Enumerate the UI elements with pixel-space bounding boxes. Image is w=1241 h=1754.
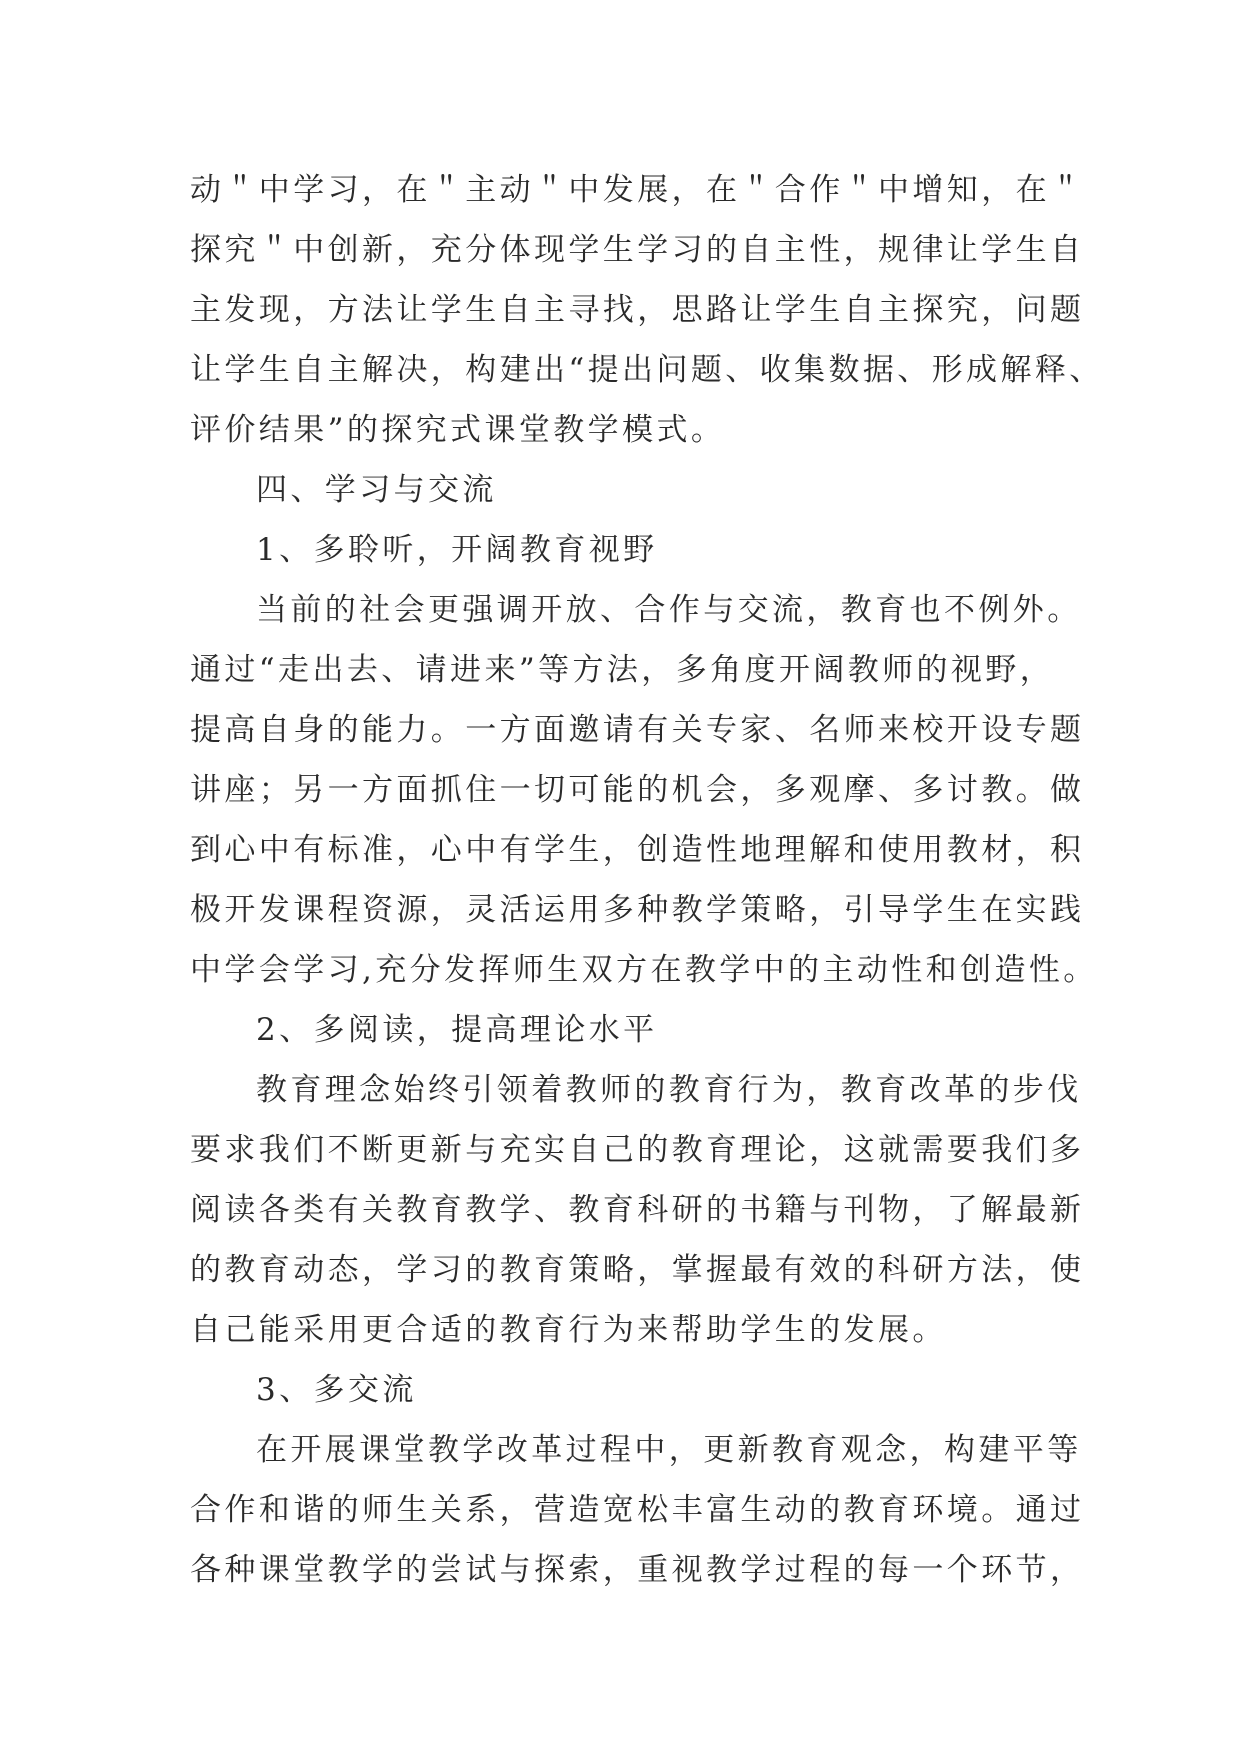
body-line: 通过“走出去、请进来”等方法，多角度开阔教师的视野，	[190, 652, 1055, 688]
body-line: 提高自身的能力。一方面邀请有关专家、名师来校开设专题	[190, 712, 1085, 748]
body-line: 动＂中学习，在＂主动＂中发展，在＂合作＂中增知，在＂	[190, 172, 1085, 208]
body-line: 探究＂中创新，充分体现学生学习的自主性，规律让学生自	[190, 232, 1085, 268]
subsection-heading: 1、多聆听，开阔教育视野	[256, 532, 658, 568]
body-line: 的教育动态，学习的教育策略，掌握最有效的科研方法，使	[190, 1252, 1085, 1288]
body-line: 中学会学习,充分发挥师生双方在教学中的主动性和创造性。	[190, 952, 1098, 988]
body-line: 讲座；另一方面抓住一切可能的机会，多观摩、多讨教。做	[190, 772, 1085, 808]
body-line: 极开发课程资源，灵活运用多种教学策略，引导学生在实践	[190, 892, 1085, 928]
body-line: 阅读各类有关教育教学、教育科研的书籍与刊物，了解最新	[190, 1192, 1085, 1228]
subsection-heading: 2、多阅读，提高理论水平	[256, 1012, 658, 1048]
body-line: 要求我们不断更新与充实自己的教育理论，这就需要我们多	[190, 1132, 1085, 1168]
body-line: 合作和谐的师生关系，营造宽松丰富生动的教育环境。通过	[190, 1492, 1085, 1528]
paragraph-first-line: 当前的社会更强调开放、合作与交流，教育也不例外。	[256, 592, 1082, 628]
section-heading: 四、学习与交流	[256, 472, 497, 508]
paragraph-first-line: 教育理念始终引领着教师的教育行为，教育改革的步伐	[256, 1072, 1082, 1108]
subsection-heading: 3、多交流	[256, 1372, 417, 1408]
body-line: 到心中有标准，心中有学生，创造性地理解和使用教材，积	[190, 832, 1085, 868]
document-body	[190, 160, 1104, 1600]
body-line: 让学生自主解决，构建出“提出问题、收集数据、形成解释、	[190, 352, 1104, 388]
body-line: 自己能采用更合适的教育行为来帮助学生的发展。	[190, 1312, 947, 1348]
body-line: 各种课堂教学的尝试与探索，重视教学过程的每一个环节，	[190, 1552, 1085, 1588]
body-line: 主发现，方法让学生自主寻找，思路让学生自主探究，问题	[190, 292, 1085, 328]
paragraph-first-line: 在开展课堂教学改革过程中，更新教育观念，构建平等	[256, 1432, 1082, 1468]
body-line: 评价结果”的探究式课堂教学模式。	[190, 412, 726, 448]
